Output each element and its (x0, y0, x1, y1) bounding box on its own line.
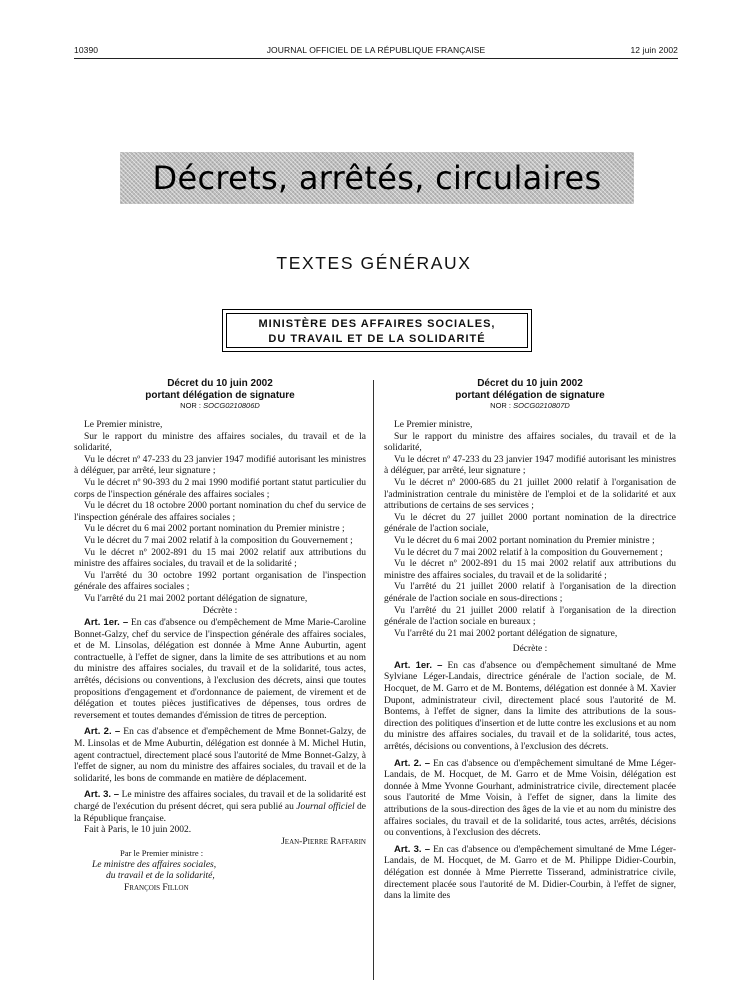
minister-title-2: du travail et de la solidarité, (106, 870, 215, 881)
decrete-line: Décrète : (202, 605, 238, 616)
article-3 (74, 789, 366, 825)
journal-title: JOURNAL OFFICIEL DE LA RÉPUBLIQUE FRANÇAISE (266, 45, 486, 55)
article-3 (384, 844, 676, 903)
nor-reference (74, 401, 366, 411)
signature-prime-minister: Jean-Pierre Raffarin (281, 836, 366, 847)
article-text: En cas d'absence ou d'empêchement simultané de Mme Sylviane Léger-Landais, directrice générale de l'action sociale, de M. Hocquet, de M. Garro et de M. Bontems, délégation est donnée à M. Xavier Dupont, administrateur civil, directement placé sous l'autorité de M. Bontems, à l'effet de signer, dans la limite des attributions de la sous-direction des politiques d'insertion et de lutte contre les exclusions et au nom du ministre des affaires sociales, du travail et de la solidarité, tous actes, arrêtés, décisions ou conventions, à l'exclusion des décrets. (384, 660, 676, 753)
paragraph: Vu le décret nº 2002-891 du 15 mai 2002 relatif aux attributions du ministre des affaires sociales, du travail et de la solidarité ; (384, 559, 676, 581)
banner-title: Décrets, arrêtés, circulaires (152, 159, 602, 197)
article-1 (384, 660, 676, 754)
paragraph: Vu le décret nº 90-393 du 2 mai 1990 modifié portant statut particulier du corps de l'inspection générale des affaires sociales ; (74, 477, 366, 500)
paragraph: Vu le décret du 7 mai 2002 relatif à la composition du Gouvernement ; (84, 535, 353, 546)
journal-name: Journal officiel (296, 802, 355, 812)
article-label: Art. 1er. – (84, 617, 129, 629)
article-label: Art. 3. – (394, 843, 431, 855)
par-line: Par le Premier ministre : (120, 848, 204, 859)
column-divider (373, 380, 374, 980)
paragraph: Sur le rapport du ministre des affaires sociales, du travail et de la solidarité, (384, 431, 676, 454)
decree-right (384, 378, 676, 903)
issue-date: 12 juin 2002 (630, 45, 678, 55)
ministry-box (222, 309, 532, 352)
decree-title-line-2: portant délégation de signature (145, 389, 295, 401)
paragraph: Vu l'arrêté du 21 mai 2002 portant délégation de signature, (394, 628, 618, 639)
article-text: En cas d'absence ou d'empêchement simultané de Mme Léger-Landais, de M. Hocquet, de M. Garro et de Mme Voisin, délégation est donnée à Mme Yvonne Gourhant, administratrice civile, directement placée sous l'autorité de Mme Voisin, à l'effet de signer, dans la limite des attributions de la sous-direction des âges de la vie et au nom du ministre des affaires sociales, du travail et de la solidarité, tous actes, arrêtés, décisions ou conventions, à l'exclusion des décrets. (384, 758, 676, 839)
decree-left (74, 378, 366, 894)
minister-name: François Fillon (124, 882, 189, 893)
article-1 (74, 617, 366, 722)
article-text: Le ministre des affaires sociales, du travail et de la solidarité est chargé de l'exécution du présent décret, qui sera publié au (74, 790, 366, 812)
article-label: Art. 1er. – (394, 659, 443, 671)
ministry-line-2: DU TRAVAIL ET DE LA SOLIDARITÉ (268, 333, 486, 345)
decrete-line: Décrète : (512, 644, 548, 655)
fait-line: Fait à Paris, le 10 juin 2002. (84, 825, 192, 836)
paragraph: Vu l'arrêté du 21 juillet 2000 relatif à l'organisation de la direction générale de l'action sociale en sous-directions ; (384, 582, 676, 604)
ministry-box-inner (226, 313, 528, 348)
article-label: Art. 2. – (394, 757, 431, 769)
page-number: 10390 (74, 45, 99, 55)
paragraph: Vu le décret du 6 mai 2002 portant nomination du Premier ministre ; (394, 535, 655, 546)
paragraph: Vu le décret nº 47-233 du 23 janvier 1947 modifié autorisant les ministres à déléguer, par arrêté, leur signature ; (74, 454, 366, 477)
paragraph: Vu l'arrêté du 30 octobre 1992 portant organisation de l'inspection générale des affaires sociales ; (74, 570, 366, 593)
paragraph: Le Premier ministre, (84, 420, 163, 430)
header-rule (74, 58, 678, 59)
paragraph: Vu le décret du 6 mai 2002 portant nomination du Premier ministre ; (84, 524, 345, 535)
article-text: de la République française. (74, 802, 366, 824)
paragraph: Vu l'arrêté du 21 juillet 2000 relatif à l'organisation de la direction générale de l'action sociale en bureaux ; (384, 605, 676, 628)
nor-reference (384, 401, 676, 411)
nor-code: SOCG0210806D (203, 401, 260, 410)
article-label: Art. 3. – (84, 789, 120, 801)
paragraph: Sur le rapport du ministre des affaires sociales, du travail et de la solidarité, (74, 431, 366, 454)
paragraph: Vu le décret nº 2002-891 du 15 mai 2002 relatif aux attributions du ministre des affaires sociales, du travail et de la solidarité ; (74, 547, 366, 570)
paragraph: Vu le décret nº 47-233 du 23 janvier 1947 modifié autorisant les ministres à déléguer, par arrêté, leur signature ; (384, 454, 676, 477)
decree-title-line-2: portant délégation de signature (455, 389, 605, 401)
article-text: En cas d'absence et d'empêchement de Mme Bonnet-Galzy, de M. Linsolas et de Mme Auburtin, délégation est donnée à M. Michel Hutin, agent contractuel, directement placé sous l'autorité de Mme Bonnet-Galzy, à l'effet de signer, au nom du ministre des affaires sociales, du travail et de la solidarité, les bons de commande en matière de déplacement. (74, 727, 366, 784)
paragraph: Vu le décret du 27 juillet 2000 portant nomination de la directrice générale de l'action sociale, (384, 512, 676, 535)
minister-title-1: Le ministre des affaires sociales, (92, 859, 217, 870)
paragraph: Vu l'arrêté du 21 mai 2002 portant délégation de signature, (84, 593, 308, 604)
paragraph: Vu le décret du 7 mai 2002 relatif à la composition du Gouvernement ; (394, 547, 663, 558)
decree-title-line-1: Décret du 10 juin 2002 (477, 378, 583, 389)
nor-code: SOCG0210807D (513, 401, 570, 410)
nor-label: NOR : (180, 401, 202, 410)
ministry-line-1: MINISTÈRE DES AFFAIRES SOCIALES, (258, 318, 496, 330)
section-title: TEXTES GÉNÉRAUX (276, 253, 472, 273)
article-label: Art. 2. – (84, 726, 121, 738)
article-2 (74, 726, 366, 785)
nor-label: NOR : (490, 401, 512, 410)
paragraph: Vu le décret du 18 octobre 2000 portant nomination du chef du service de l'inspection générale des affaires sociales ; (74, 501, 366, 523)
paragraph: Vu le décret nº 2000-685 du 21 juillet 2000 relatif à l'organisation de l'administration centrale du ministère de l'emploi et de la solidarité et aux attributions de certains de ses services ; (384, 477, 676, 512)
paragraph: Le Premier ministre, (394, 420, 473, 430)
article-text: En cas d'absence ou d'empêchement simultané de Mme Léger-Landais, de M. Hocquet, de M. Garro et de M. Philippe Didier-Courbin, délégation est donnée à Mme Pierrette Tisserand, administratrice civile, directement placée sous l'autorité de M. Didier-Courbin, à l'effet de signer, dans la limite des (384, 844, 676, 902)
article-text: En cas d'absence ou d'empêchement de Mme Marie-Caroline Bonnet-Galzy, chef du service de l'inspection générale des affaires sociales, et de M. Linsolas, délégation est donnée à Mme Anne Auburtin, agent contractuelle, à l'effet de signer, dans la limite de ses attributions et au nom du ministre des affaires sociales, du travail et de la solidarité, tous actes, arrêtés, décisions ou conventions, à l'exclusion des décrets, ainsi que toutes propositions d'engagement et d'ordonnance de paiement, de virement et de délégation et toutes pièces justificatives de dépenses, tous ordres de reversement et toutes demandes d'émission de titres de perception. (74, 618, 366, 721)
article-2 (384, 758, 676, 840)
section-banner (120, 152, 634, 204)
running-header (74, 45, 678, 57)
decree-title-line-1: Décret du 10 juin 2002 (167, 378, 273, 389)
